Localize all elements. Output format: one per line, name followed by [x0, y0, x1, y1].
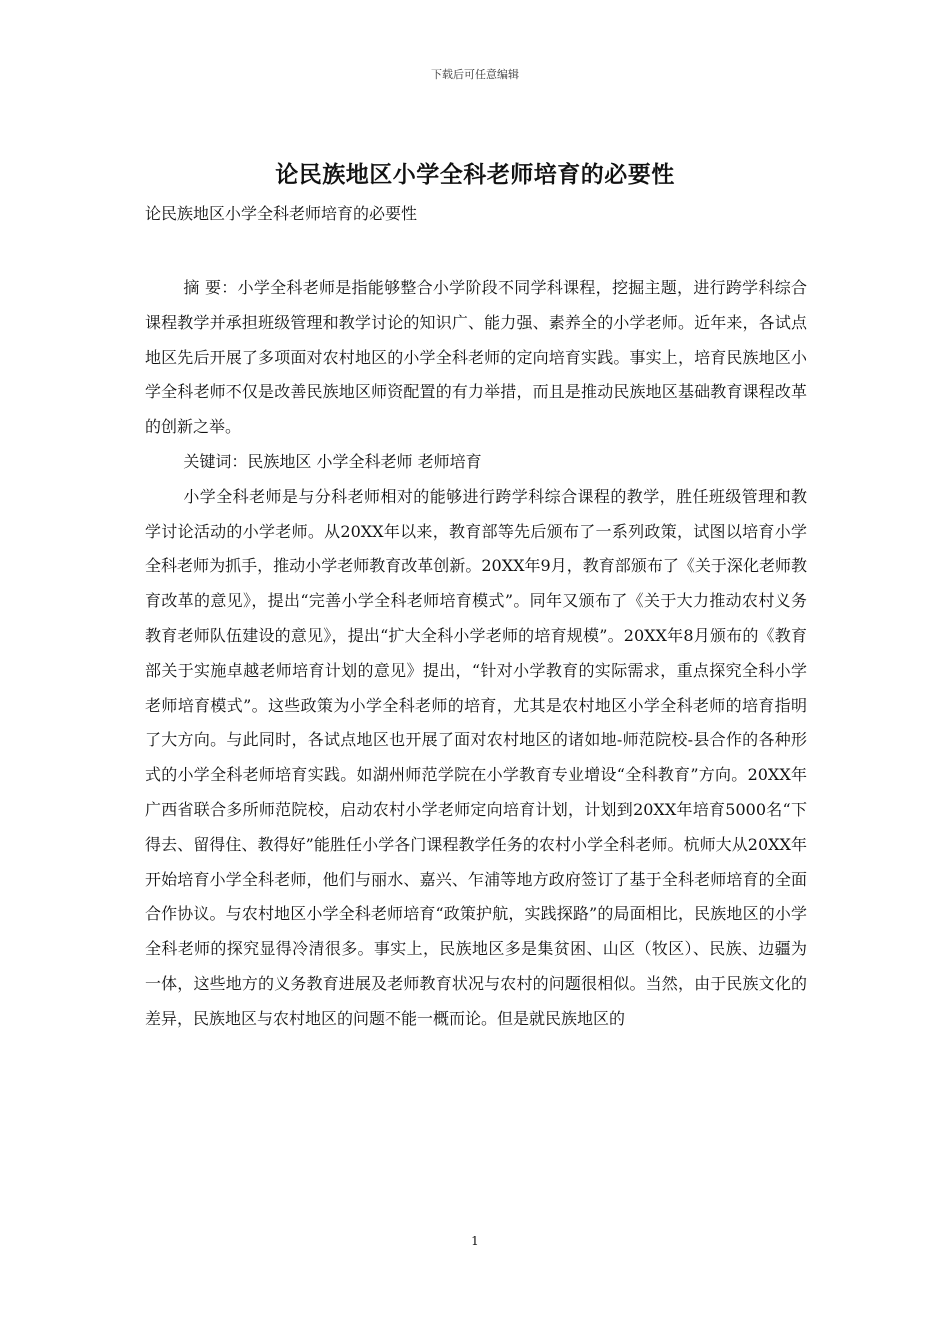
document-title: 论民族地区小学全科老师培育的必要性 — [275, 161, 675, 188]
abstract-paragraph: 摘 要：小学全科老师是指能够整合小学阶段不同学科课程，挖掘主题，进行跨学科综合课程教学并承担班级管理和教学讨论的知识广、能力强、素养全的小学老师。近年来，各试点地区先后开展了多项面对农村地区的小学全科老师的定向培育实践。事实上，培育民族地区小学全科老师不仅是改善民族地区师资配置的有力举措，而且是推动民族地区基础教育课程改革的创新之举。 — [145, 278, 807, 437]
header-note: 下载后可任意编辑 — [431, 68, 519, 81]
page-number: 1 — [471, 1234, 479, 1248]
body-paragraph: 小学全科老师是与分科老师相对的能够进行跨学科综合课程的教学，胜任班级管理和教学讨论活动的小学老师。从20XX年以来，教育部等先后颁布了一系列政策，试图以培育小学全科老师为抓手，推动小学老师教育改革创新。20XX年9月，教育部颁布了《关于深化老师教育改革的意见》，提出“完善小学全科老师培育模式”。同年又颁布了《关于大力推动农村义务教育老师队伍建设的意见》，提出“扩大全科小学老师的培育规模”。20XX年8月颁布的《教育部关于实施卓越老师培育计划的意见》提出，“针对小学教育的实际需求，重点探究全科小学老师培育模式”。这些政策为小学全科老师的培育，尤其是农村地区小学全科老师的培育指明了大方向。与此同时，各试点地区也开展了面对农村地区的诸如地-师范院校-县合作的各种形式的小学全科老师培育实践。如湖州师范学院在小学教育专业增设“全科教育”方向。20XX年广西省联合多所师范院校，启动农村小学老师定向培育计划，计划到20XX年培育5000名“下得去、留得住、教得好”能胜任小学各门课程教学任务的农村小学全科老师。杭师大从20XX年开始培育小学全科老师，他们与丽水、嘉兴、乍浦等地方政府签订了基于全科老师培育的全面合作协议。与农村地区小学全科老师培育“政策护航，实践探路”的局面相比，民族地区的小学全科老师的探究显得冷清很多。事实上，民族地区多是集贫困、山区（牧区）、民族、边疆为一体，这些地方的义务教育进展及老师教育状况与农村的问题很相似。当然，由于民族文化的差异，民族地区与农村地区的问题不能一概而论。但是就民族地区的 — [145, 486, 807, 1028]
document-subtitle: 论民族地区小学全科老师培育的必要性 — [145, 204, 418, 223]
document-body — [145, 271, 807, 1037]
keywords-paragraph: 关键词：民族地区 小学全科老师 老师培育 — [183, 451, 482, 471]
